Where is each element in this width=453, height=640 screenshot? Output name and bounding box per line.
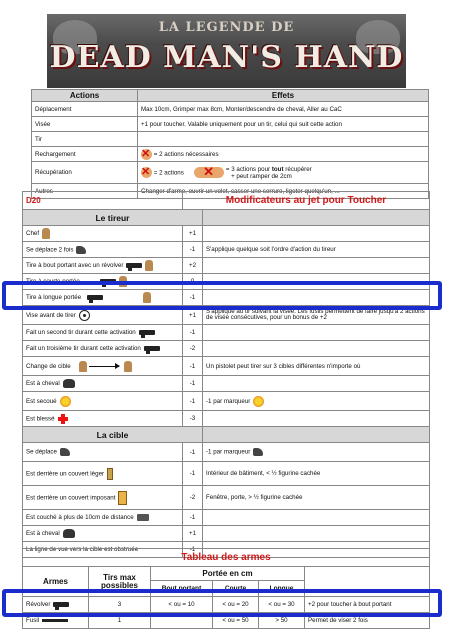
actions-table	[31, 89, 429, 199]
modifier-note: -1 par marqueur	[206, 397, 251, 405]
banner-title: DEAD MAN'S HAND	[49, 40, 404, 75]
weapon-shots: 1	[89, 613, 151, 629]
d20-label: D20	[23, 192, 183, 210]
modifier-note	[203, 526, 430, 542]
sun-icon	[253, 396, 264, 407]
revolver-icon	[87, 295, 103, 300]
modifier-value: -1	[183, 290, 203, 306]
weapon-name: Fusil	[26, 617, 40, 624]
horse-icon	[63, 379, 75, 388]
range-header: Portée en cm	[151, 567, 305, 581]
modifier-label: Est derrière un couvert léger	[26, 470, 105, 478]
modifier-value: -1	[183, 392, 203, 411]
table-row	[23, 486, 430, 510]
table-row	[23, 325, 430, 341]
red-cross-icon	[58, 414, 68, 424]
figure-icon	[145, 260, 153, 271]
weapon-long: < ou = 30	[259, 597, 305, 613]
modifier-value: -1	[183, 443, 203, 462]
modifier-label: Est blessé	[26, 415, 55, 423]
table-row	[23, 392, 430, 411]
weapon-long: > 50	[259, 613, 305, 629]
arms-table	[22, 548, 430, 629]
modifier-value: -1	[183, 242, 203, 258]
modifier-value: +2	[183, 258, 203, 274]
sun-icon	[60, 396, 71, 407]
modifier-value: -1	[183, 325, 203, 341]
action-effect: récupérer	[285, 165, 312, 173]
prone-icon	[137, 514, 149, 521]
short-header: Courte	[213, 581, 259, 597]
table-row	[32, 102, 429, 117]
figure-icon	[143, 292, 151, 303]
modifier-note	[203, 274, 430, 290]
revolver-icon	[100, 279, 116, 284]
banner-logo	[47, 14, 406, 88]
table-row	[23, 597, 430, 613]
section-target: La cible	[23, 427, 203, 443]
table-row	[32, 132, 429, 147]
action-label: Tir	[32, 132, 138, 147]
modifier-label: Change de cible	[26, 362, 71, 370]
horse-icon	[63, 529, 75, 538]
action-effect: Changer d'arme, ouvrir un volet, casser une serrure, ligoter quelqu'un, ...	[138, 184, 429, 199]
modifier-note: Fenêtre, porte, > ½ figurine cachée	[203, 486, 430, 510]
modifier-note	[203, 226, 430, 242]
modifier-label: Fait un second tir durant cette activation	[26, 329, 136, 336]
weapon-short: < ou = 20	[213, 597, 259, 613]
action-effect: = 2 actions	[153, 169, 184, 177]
section-shooter: Le tireur	[23, 210, 203, 226]
light-cover-icon	[107, 468, 113, 480]
crossed-action-icon	[141, 167, 152, 178]
modifier-label: Est secoué	[26, 397, 57, 405]
modifier-value: 0	[183, 274, 203, 290]
modifier-label: Est derrière un couvert imposant	[26, 494, 116, 502]
banner-subtitle: LA LEGENDE DE	[158, 20, 295, 35]
modifier-label: Fait un troisième tir durant cette activation	[26, 345, 141, 352]
modifier-value: -1	[183, 376, 203, 392]
weapon-point-blank: < ou = 10	[151, 597, 213, 613]
modifier-value: +1	[183, 306, 203, 325]
weapon-note: +2 pour toucher à bout portant	[305, 597, 430, 613]
figure-icon	[124, 361, 132, 372]
modifier-value: -2	[183, 486, 203, 510]
action-effect	[138, 132, 429, 147]
table-row	[23, 341, 430, 357]
modifier-label: Est à cheval	[26, 530, 60, 538]
actions-header: Actions	[32, 90, 138, 102]
modifier-label: Se déplace 2 fois	[26, 246, 74, 254]
modifier-note	[203, 258, 430, 274]
modifier-value: -3	[183, 411, 203, 427]
modifier-note: Intérieur de bâtiment, < ½ figurine cachée	[203, 462, 430, 486]
modifier-label: Tire à bout portant avec un révolver	[26, 262, 124, 270]
action-label: Visée	[32, 117, 138, 132]
table-row	[32, 117, 429, 132]
boot-icon	[253, 448, 263, 456]
modifier-note	[203, 341, 430, 357]
table-row	[23, 613, 430, 629]
modifier-label: La ligne de vue vers la cible est obstruée	[23, 542, 183, 558]
modifier-note	[203, 376, 430, 392]
modifier-note: -1 par marqueur	[206, 448, 251, 456]
target-icon	[79, 310, 90, 321]
action-effect: + peut ramper de 2cm	[231, 172, 292, 180]
table-row	[23, 357, 430, 376]
modifier-label: Vise avant de tirer	[26, 311, 76, 319]
action-effect: = 3 actions pour	[225, 165, 271, 173]
shots-header: Tirs max	[103, 572, 136, 582]
table-row	[32, 147, 429, 162]
table-row	[23, 226, 430, 242]
effects-header: Effets	[138, 90, 429, 102]
shots-subheader: possibles	[101, 580, 138, 590]
action-label: Récupération	[32, 162, 138, 184]
weapon-note: Permet de viser 2 fois	[305, 613, 430, 629]
modifier-note: Un pistolet peut tirer sur 3 cibles différentes n'importe où	[203, 357, 430, 376]
modifier-value: -1	[183, 462, 203, 486]
revolver-icon	[126, 263, 142, 268]
table-row	[23, 510, 430, 526]
revolver-icon	[53, 602, 69, 607]
modifier-note	[203, 290, 430, 306]
modifier-value: +1	[183, 526, 203, 542]
table-row	[23, 462, 430, 486]
modifier-label: Se déplace	[26, 448, 57, 456]
modifier-value: -1	[183, 357, 203, 376]
action-effect-bold: tout	[271, 165, 284, 173]
rifle-icon	[42, 619, 68, 622]
heavy-cover-icon	[118, 491, 127, 505]
weapon-name: Révolver	[26, 601, 51, 608]
action-label: Déplacement	[32, 102, 138, 117]
table-row	[32, 162, 429, 184]
modifier-value: -1	[183, 510, 203, 526]
long-header: Longue	[259, 581, 305, 597]
table-row	[23, 290, 430, 306]
figure-icon	[42, 228, 50, 239]
modifier-note	[203, 411, 430, 427]
modifier-label: Tire à longue portée	[26, 294, 82, 302]
table-row	[23, 526, 430, 542]
revolver-icon	[144, 346, 160, 351]
arrow-icon	[89, 366, 119, 367]
modifier-label: Est couché à plus de 10cm de distance	[26, 514, 134, 522]
crossed-action-icon	[141, 149, 152, 160]
action-effect: Max 10cm, Grimper max 8cm, Monter/descendre de cheval, Aller au CaC	[138, 102, 429, 117]
table-row	[23, 274, 430, 290]
action-label: Rechargement	[32, 147, 138, 162]
d20-title: Modificateurs au jet pour Toucher	[183, 192, 430, 210]
modifier-note	[203, 325, 430, 341]
revolver-icon	[139, 330, 155, 335]
table-row	[23, 443, 430, 462]
action-effect: +1 pour toucher. Valable uniquement pour un tir, celui qui suit cette action	[138, 117, 429, 132]
boot-icon	[60, 448, 70, 456]
weapon-shots: 3	[89, 597, 151, 613]
table-row	[23, 411, 430, 427]
modifier-label: Chef	[26, 230, 40, 238]
modifier-note	[203, 510, 430, 526]
modifier-value: -1	[183, 542, 203, 558]
arms-title: Tableau des armes	[23, 549, 430, 567]
table-row	[23, 242, 430, 258]
modifier-value: -2	[183, 341, 203, 357]
table-row	[23, 258, 430, 274]
modifier-note: S'applique au tir suivant la visée. Les fusils permettent de faire jusqu'à 2 actions de visée consécutives, pour un bonus de +2	[203, 306, 430, 325]
arms-header: Armes	[23, 567, 89, 597]
modifier-note: S'applique quelque soit l'ordre d'action du tireur	[203, 242, 430, 258]
weapon-point-blank	[151, 613, 213, 629]
point-blank-header: Bout portant	[151, 581, 213, 597]
modifier-value: +1	[183, 226, 203, 242]
weapon-short: < ou = 50	[213, 613, 259, 629]
action-effect: = 2 actions nécessaires	[153, 150, 219, 158]
table-row	[23, 376, 430, 392]
d20-modifiers-table	[22, 191, 430, 558]
boot-icon	[76, 246, 86, 254]
figure-icon	[119, 276, 127, 287]
crossed-markers-icon	[194, 167, 224, 178]
modifier-label: Est à cheval	[26, 380, 60, 388]
table-row	[23, 306, 430, 325]
action-label: Autres	[32, 184, 138, 199]
figure-icon	[79, 361, 87, 372]
modifier-label: Tire à courte portée	[26, 278, 80, 286]
